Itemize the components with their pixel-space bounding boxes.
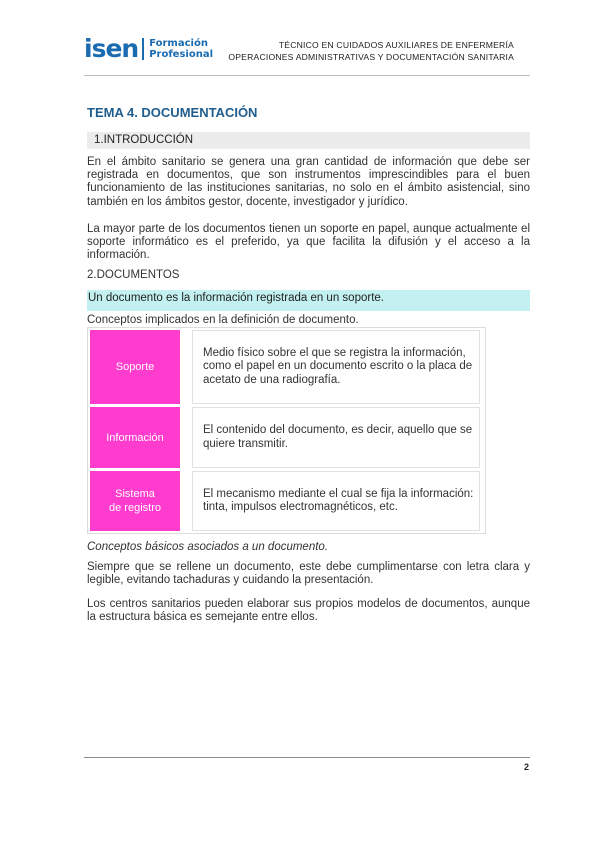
section-heading-text: 1.INTRODUCCIÓN <box>94 134 194 146</box>
module-name: OPERACIONES ADMINISTRATIVAS Y DOCUMENTACIÓN SANITARIA <box>228 52 514 62</box>
concepts-table <box>87 327 486 534</box>
page-title: TEMA 4. DOCUMENTACIÓN <box>87 105 258 120</box>
section-heading-documentos: 2.DOCUMENTOS <box>87 269 180 281</box>
term-cell: Sistema de registro <box>90 471 180 531</box>
description-cell: El mecanismo mediante el cual se fija la información: tinta, impulsos electromagnéticos, etc. <box>192 471 480 531</box>
table-caption: Conceptos básicos asociados a un documento. <box>87 541 329 553</box>
logo-line-2: Profesional <box>149 48 214 60</box>
concepts-intro: Conceptos implicados en la definición de documento. <box>87 314 359 326</box>
page-number: 2 <box>523 762 529 772</box>
header-course-info <box>228 39 514 63</box>
logo-line-1: Formación <box>149 37 208 49</box>
intro-paragraph-2: La mayor parte de los documentos tienen un soporte en papel, aunque actualmente el soporte informático es el preferido, ya que facilita la difusión y el acceso a la información. <box>87 223 530 262</box>
description-cell: Medio físico sobre el que se registra la información, como el papel en un documento escrito o la placa de acetato de una radiografía. <box>192 330 480 404</box>
definition-text: Un documento es la información registrada en un soporte. <box>88 292 384 304</box>
paragraph-3: Siempre que se rellene un documento, este debe cumplimentarse con letra clara y legible, evitando tachaduras y cuidando la presentación. <box>87 561 530 587</box>
section-heading-introduccion <box>87 132 530 149</box>
definition-highlight <box>87 290 530 311</box>
description-cell: El contenido del documento, es decir, aquello que se quiere transmitir. <box>192 407 480 468</box>
isen-logo <box>84 36 213 61</box>
logo-brand: isen <box>84 34 139 63</box>
term-cell: Información <box>90 407 180 468</box>
intro-paragraph-1: En el ámbito sanitario se genera una gran cantidad de información que debe ser registrada en documentos, que son instrumentos imprescindibles para el buen funcionamiento de las instituciones sanitarias, no solo en el ámbito asistencial, sino también en los ámbitos gestor, docente, investigador y jurídico. <box>87 156 530 208</box>
header-divider <box>84 75 530 76</box>
paragraph-4: Los centros sanitarios pueden elaborar sus propios modelos de documentos, aunque la estructura básica es semejante entre ellos. <box>87 598 530 624</box>
course-name: TÉCNICO EN CUIDADOS AUXILIARES DE ENFERMERÍA <box>278 40 514 50</box>
term-cell: Soporte <box>90 330 180 404</box>
logo-divider <box>142 38 144 60</box>
footer-divider <box>84 757 530 758</box>
logo-subtitle <box>149 38 213 60</box>
